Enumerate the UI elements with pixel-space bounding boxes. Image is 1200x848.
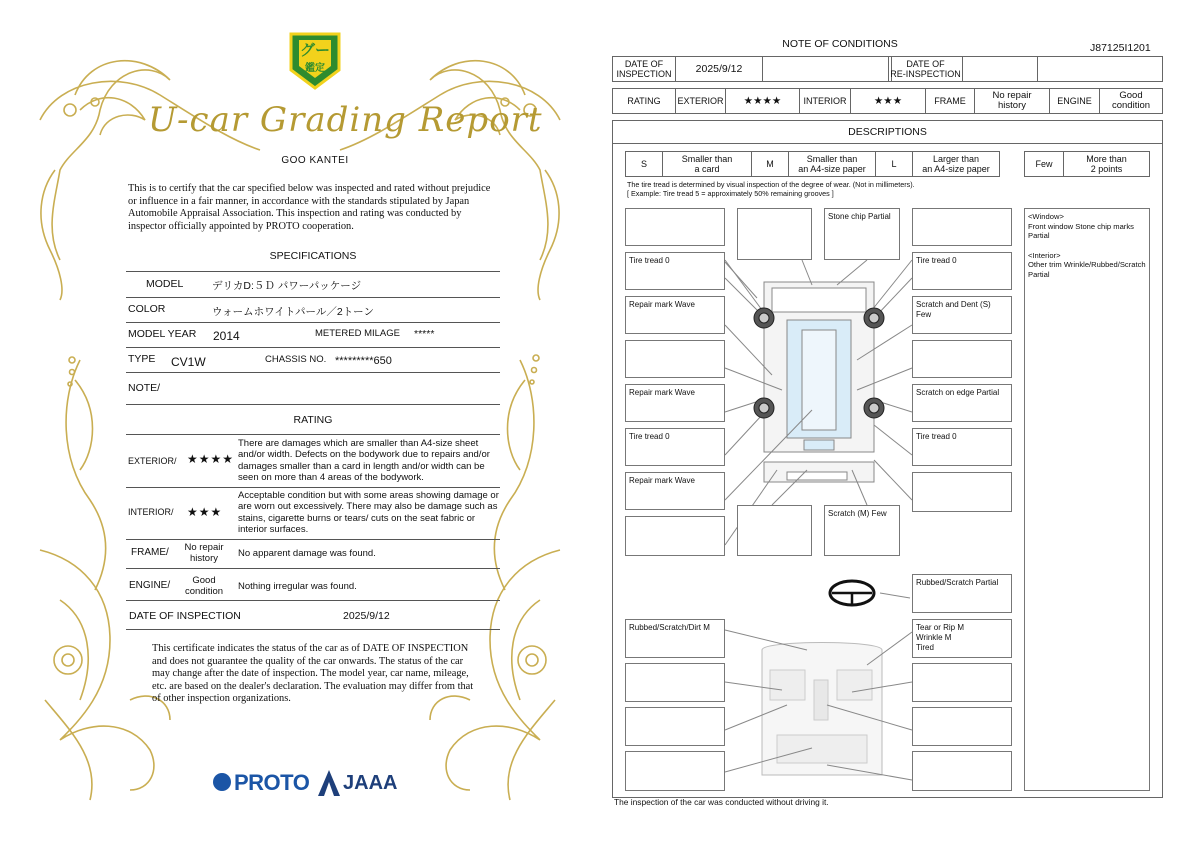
date-label-line2: INSPECTION <box>616 69 672 79</box>
damage-box <box>912 208 1012 246</box>
jaaa-logo: JAAA <box>343 772 398 794</box>
report-title: U-car Grading Report <box>148 100 543 140</box>
frame-value <box>178 542 230 564</box>
specs-heading: SPECIFICATIONS <box>269 250 357 262</box>
reinspect-label-line1: DATE OF <box>906 59 945 69</box>
legend-l-text <box>912 151 1000 177</box>
divider <box>126 539 500 540</box>
legend-l-text-line2: an A4-size paper <box>922 164 990 174</box>
legend-few-text-line2: 2 points <box>1090 164 1123 174</box>
chassis-label: CHASSIS NO. <box>265 354 327 365</box>
damage-box <box>625 516 725 556</box>
legend-l-code: L <box>875 151 913 177</box>
type-value: CV1W <box>171 355 206 369</box>
frame-label: FRAME/ <box>131 547 169 558</box>
damage-box <box>912 472 1012 512</box>
date-value: 2025/9/12 <box>343 610 390 622</box>
interior-label: INTERIOR <box>799 88 851 114</box>
exterior-label: EXTERIOR/ <box>128 456 177 466</box>
intro-paragraph: This is to certify that the car specified below was inspected and rated without prejudice or influence in a fair manner, in accordance with the standards stipulated by Japan Automobile Appraisal Association. This inspection and rating was conducted by inspector officially appointed by PROTO cooperation. <box>128 183 491 232</box>
damage-box: Repair mark Wave <box>625 296 725 334</box>
conditions-title: NOTE OF CONDITIONS <box>782 38 898 50</box>
divider <box>126 347 500 348</box>
frame-value-line2: history <box>998 100 1026 111</box>
engine-description: Nothing irregular was found. <box>238 581 357 592</box>
damage-box: Repair mark Wave <box>625 384 725 422</box>
interior-notes-text: Other trim Wrinkle/Rubbed/Scratch Partial <box>1028 260 1146 279</box>
interior-damage-box <box>912 707 1012 746</box>
damage-box: Tire tread 0 <box>625 252 725 290</box>
damage-box <box>737 208 812 260</box>
blank-cell <box>762 56 892 82</box>
interior-damage-box: Rubbed/Scratch Partial <box>912 574 1012 613</box>
engine-value-line1: Good <box>1119 90 1143 101</box>
interior-damage-box: Rubbed/Scratch/Dirt M <box>625 619 725 658</box>
legend-s-text <box>662 151 752 177</box>
interior-stars: ★★★ <box>187 505 223 519</box>
engine-value-line1: Good <box>192 575 216 586</box>
legend-m-text <box>788 151 876 177</box>
blank-cell <box>1037 56 1163 82</box>
interior-damage-box <box>912 619 1012 658</box>
divider <box>126 297 500 298</box>
frame-label: FRAME <box>925 88 975 114</box>
frame-value-line1: No repair <box>184 542 224 553</box>
interior-label: INTERIOR/ <box>128 507 174 517</box>
model-year-value: 2014 <box>213 329 240 343</box>
chassis-value: *********650 <box>335 355 392 367</box>
divider <box>126 629 500 630</box>
interior-damage-box <box>625 707 725 746</box>
exterior-label: EXTERIOR <box>675 88 726 114</box>
damage-box: Repair mark Wave <box>625 472 725 510</box>
divider <box>126 322 500 323</box>
frame-value-line2: history <box>190 553 218 564</box>
date-of-inspection-label <box>612 56 676 82</box>
model-year-label: MODEL YEAR <box>128 328 197 340</box>
note-of-conditions <box>600 0 1200 848</box>
legend-s-text-line2: a card <box>694 164 720 174</box>
damage-box <box>912 340 1012 378</box>
engine-value-line2: condition <box>1111 100 1151 111</box>
badge-bottom-text: 鑑定 <box>305 63 325 74</box>
engine-label: ENGINE/ <box>129 580 171 591</box>
interior-notes-title: <Interior> <box>1028 250 1061 260</box>
reinspect-label-line2: RE-INSPECTION <box>890 69 961 79</box>
certificate-footer: This certificate indicates the status of the car as of DATE OF INSPECTION and does not guarantee the quality of the car onwards. The status of the car may change after the date of inspection. The model year, car name, mileage, etc. are based on the dealer's declaration. The evaluation may differ from that of other inspection organizations. <box>152 643 474 704</box>
proto-logo: PROTO <box>234 770 310 795</box>
legend-m-text-line2: an A4-size paper <box>798 164 866 174</box>
interior-box-line: Wrinkle M <box>916 633 952 642</box>
damage-box: Tire tread 0 <box>912 428 1012 466</box>
rating-label: RATING <box>612 88 676 114</box>
tire-note-line2: [ Example: Tire tread 5 = approximately 50% remaining grooves ] <box>627 189 834 198</box>
legend-l-text-line1: Larger than <box>932 154 980 164</box>
interior-stars: ★★★ <box>850 88 926 114</box>
legend-s-text-line1: Smaller than <box>681 154 733 164</box>
exterior-description: There are damages which are smaller than A4-size sheet and/or width. Defects on the bodywork due to repairs and/or damages smaller than a card in length and/or width can be seen on more than 4 areas of the bodywork. <box>238 438 490 483</box>
damage-box: Stone chip Partial <box>824 208 900 260</box>
blank-cell <box>962 56 1038 82</box>
divider <box>126 372 500 373</box>
badge-top-text: グー <box>299 42 330 59</box>
divider <box>126 434 500 435</box>
tire-note-line1: The tire tread is determined by visual inspection of the degree of wear. (Not in millimeters). <box>627 180 915 189</box>
side-notes-panel <box>1024 208 1150 791</box>
legend-m-code: M <box>751 151 789 177</box>
color-value: ウォームホワイトパール／2トーン <box>212 306 374 318</box>
engine-value-line2: condition <box>184 586 224 597</box>
date-of-inspection-value: 2025/9/12 <box>675 56 763 82</box>
note-label: NOTE/ <box>128 382 161 394</box>
mileage-label: METERED MILAGE <box>315 328 400 339</box>
inspection-disclaimer: The inspection of the car was conducted without driving it. <box>614 797 829 807</box>
legend-few-text-line1: More than <box>1086 154 1127 164</box>
interior-box-line: Tired <box>916 643 934 652</box>
damage-box: Tire tread 0 <box>625 428 725 466</box>
engine-value <box>178 575 230 597</box>
frame-description: No apparent damage was found. <box>238 548 376 559</box>
goo-kantei-badge <box>287 30 343 92</box>
model-label: MODEL <box>146 278 184 290</box>
divider <box>126 600 500 601</box>
descriptions-heading: DESCRIPTIONS <box>612 120 1163 144</box>
engine-label: ENGINE <box>1049 88 1100 114</box>
legend-m-text-line1: Smaller than <box>806 154 858 164</box>
legend-few-code: Few <box>1024 151 1064 177</box>
interior-damage-box <box>912 663 1012 702</box>
window-notes-text: Front window Stone chip marks Partial <box>1028 221 1134 241</box>
jaaa-logo-icon <box>318 770 340 796</box>
interior-box-line: Tear or Rip M <box>916 623 965 632</box>
damage-box <box>737 505 812 556</box>
date-label-line1: DATE OF <box>624 59 664 69</box>
model-value: デリカD:５Ｄ パワーパッケージ <box>212 280 362 292</box>
damage-box: Scratch and Dent (S) Few <box>912 296 1012 334</box>
issuer-name: GOO KANTEI <box>281 155 349 166</box>
interior-damage-box <box>625 751 725 791</box>
interior-damage-box <box>912 751 1012 791</box>
divider <box>126 568 500 569</box>
re-inspection-label <box>888 56 963 82</box>
damage-box <box>625 208 725 246</box>
exterior-stars: ★★★★ <box>725 88 800 114</box>
frame-value-line1: No repair <box>992 90 1032 101</box>
damage-box: Scratch (M) Few <box>824 505 900 556</box>
divider <box>126 271 500 272</box>
damage-box: Tire tread 0 <box>912 252 1012 290</box>
color-label: COLOR <box>128 303 166 315</box>
type-label: TYPE <box>128 353 156 365</box>
damage-box: Scratch on edge Partial <box>912 384 1012 422</box>
rating-heading: RATING <box>293 414 333 426</box>
interior-description: Acceptable condition but with some areas showing damage or are worn out excessively. There may also be damage such as stains, cigarette burns or tears/ cuts on the seat fabric or interior surfaces. <box>238 490 499 535</box>
exterior-stars: ★★★★ <box>187 452 235 466</box>
document-number: J87125I1201 <box>1090 42 1151 54</box>
window-notes-title: <Window> <box>1028 212 1064 221</box>
damage-box <box>625 340 725 378</box>
frame-value <box>974 88 1050 114</box>
date-label: DATE OF INSPECTION <box>129 610 241 622</box>
mileage-value: ***** <box>414 328 435 340</box>
legend-s-code: S <box>625 151 663 177</box>
interior-damage-box <box>625 663 725 702</box>
engine-value <box>1099 88 1163 114</box>
divider <box>126 404 500 405</box>
divider <box>126 487 500 488</box>
proto-logo-icon <box>213 773 231 791</box>
legend-few-text <box>1063 151 1150 177</box>
